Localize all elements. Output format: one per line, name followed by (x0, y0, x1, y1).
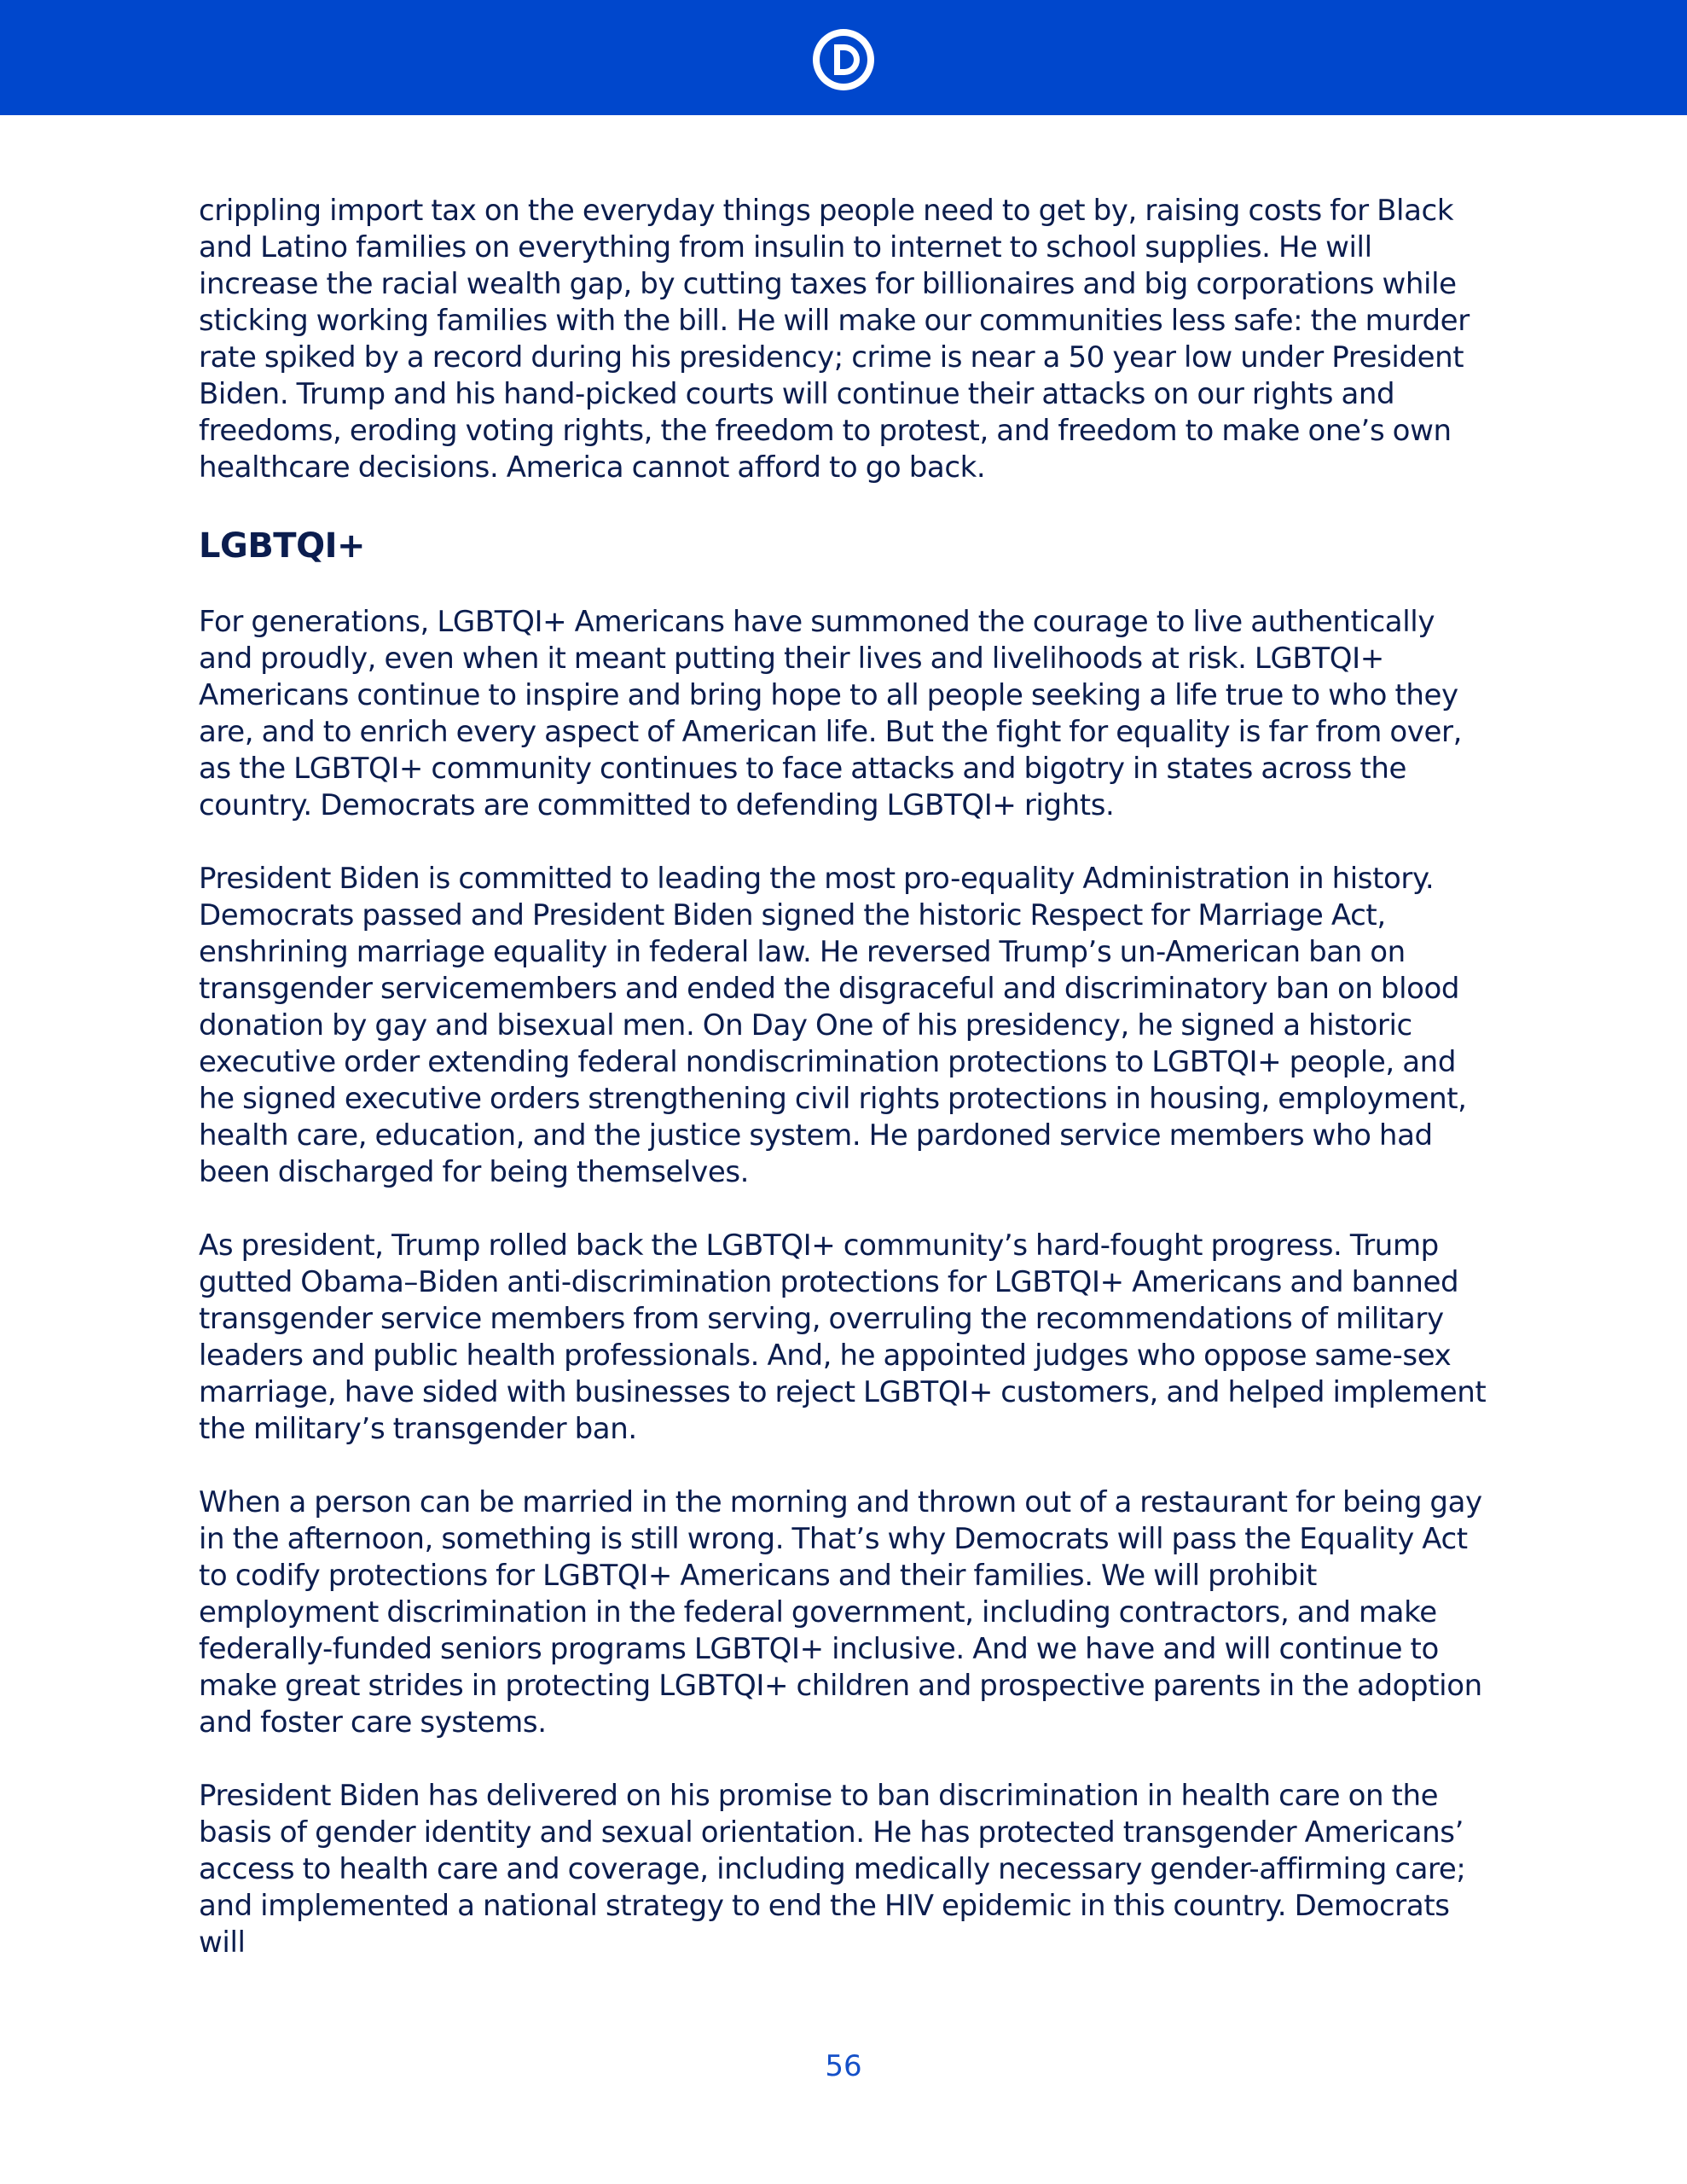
header-bar (0, 0, 1687, 115)
body-paragraph: For generations, LGBTQI+ Americans have summoned the courage to live authentically and proudly, even when it meant putting their lives and livelihoods at risk. LGBTQI+ Americans continue to inspire and bring hope to all people seeking a life true to who they are, and to enrich every aspect of American life. But the fight for equality is far from over, as the LGBTQI+ community continues to face attacks and bigotry in states across the country. Democrats are committed to defending LGBTQI+ rights. (199, 605, 1462, 822)
section-heading: LGBTQI+ (199, 526, 365, 566)
democratic-d-logo-icon (809, 26, 878, 94)
intro-paragraph: crippling import tax on the everyday things people need to get by, raising costs for Black and Latino families on everything from insulin to internet to school supplies. He will increase the racial wealth gap, by cutting taxes for billionaires and big corporations while sticking working families with the bill. He will make our communities less safe: the murder rate spiked by a record during his presidency; crime is near a 50 year low under President Biden. Trump and his hand-picked courts will continue their attacks on our rights and freedoms, eroding voting rights, the freedom to protest, and freedom to make one’s own healthcare decisions. America cannot afford to go back. (199, 194, 1470, 485)
document-body (199, 193, 1495, 1961)
body-paragraph: As president, Trump rolled back the LGBTQI+ community’s hard-fought progress. Trump gutted Obama–Biden anti-discrimination protections for LGBTQI+ Americans and banned transgender service members from serving, overruling the recommendations of military leaders and public health professionals. And, he appointed judges who oppose same-sex marriage, have sided with businesses to reject LGBTQI+ customers, and helped implement the military’s transgender ban. (199, 1228, 1487, 1446)
body-paragraph: When a person can be married in the morning and thrown out of a restaurant for being gay in the afternoon, something is still wrong. That’s why Democrats will pass the Equality Act to codify protections for LGBTQI+ Americans and their families. We will prohibit employment discrimination in the federal government, including contractors, and make federally-funded seniors programs LGBTQI+ inclusive. And we have and will continue to make great strides in protecting LGBTQI+ children and prospective parents in the adoption and foster care systems. (199, 1485, 1482, 1740)
page-number: 56 (825, 2049, 862, 2083)
body-paragraph: President Biden is committed to leading the most pro-equality Administration in history. Democrats passed and President Biden signed the historic Respect for Marriage Act, enshrining marriage equality in federal law. He reversed Trump’s un-American ban on transgender servicemembers and ended the disgraceful and discriminatory ban on blood donation by gay and bisexual men. On Day One of his presidency, he signed a historic executive order extending federal nondiscrimination protections to LGBTQI+ people, and he signed executive orders strengthening civil rights protections in housing, employment, health care, education, and the justice system. He pardoned service members who had been discharged for being themselves. (199, 862, 1467, 1189)
body-paragraph: President Biden has delivered on his promise to ban discrimination in health care on the basis of gender identity and sexual orientation. He has protected transgender Americans’ access to health care and coverage, including medically necessary gender-affirming care; and implemented a national strategy to end the HIV epidemic in this country. Democrats will (199, 1779, 1466, 1960)
